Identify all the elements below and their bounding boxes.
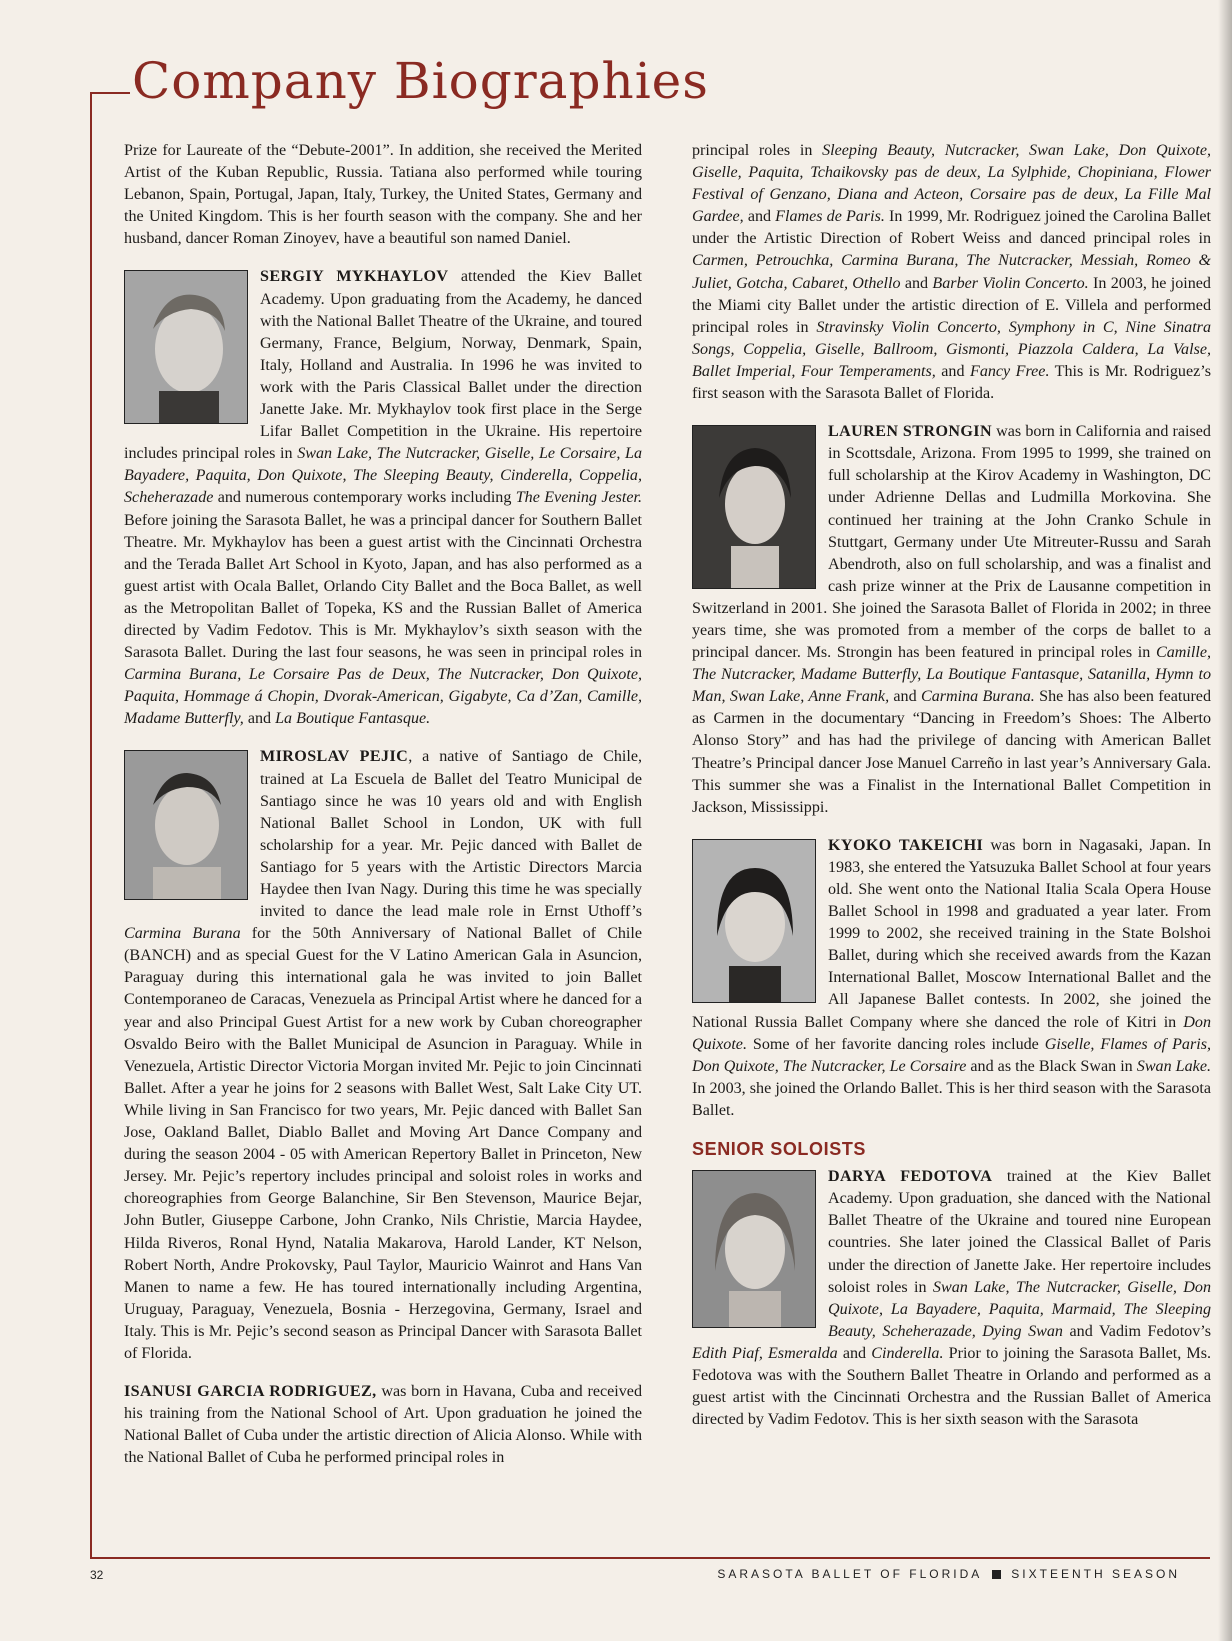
margin-rule	[90, 92, 92, 1557]
portrait-photo-pejic	[124, 750, 248, 900]
footer-company: SARASOTA BALLET OF FLORIDA	[717, 1567, 983, 1581]
section-heading-senior-soloists: SENIOR SOLOISTS	[692, 1139, 867, 1160]
bio-mykhaylov: SERGIY MYKHAYLOV attended the Kiev Ballet Academy. Upon graduating from the Academy, he danced with the National Ballet Theatre of the Ukraine, and toured Germany, France, Belgium, Norway, Denmark, Spain, Italy, Holland and Australia. In 1996 he was invited to work with the Paris Classical Ballet under the direction Janette Jake. Mr. Mykhaylov took first place in the Serge Lifar Ballet Competition in the Ukraine. His repertoire includes principal roles in Swan Lake, The Nutcracker, Giselle, Le Corsaire, La Bayadere, Paquita, Don Quixote, The Sleeping Beauty, Cinderella, Coppelia, Scheherazade and numerous contemporary works including The Evening Jester. Before joining the Sarasota Ballet, he was a principal dancer for Southern Ballet Theatre. Mr. Mykhaylov has been a guest artist with the Cincinnati Orchestra and the Terada Ballet Art School in Kyoto, Japan, and has also performed as a guest artist with Ocala Ballet, Orlando City Ballet and the Boca Ballet, as well as the Metropolitan Ballet of Topeka, KS and the Russian Ballet of America directed by Vadim Fedotov. This is Mr. Mykhaylov’s sixth season with the Sarasota Ballet. During the last four seasons, he was seen in principal roles in Carmina Burana, Le Corsaire Pas de Deux, The Nutcracker, Don Quixote, Paquita, Hommage á Chopin, Dvorak-American, Gigabyte, Ca d’Zan, Camille, Madame Butterfly, and La Boutique Fantasque.	[124, 268, 643, 728]
portrait-photo-strongin	[692, 425, 816, 589]
dancer-name: KYOKO TAKEICHI	[828, 836, 984, 854]
portrait-photo-takeichi	[692, 839, 816, 1003]
dancer-name: MIROSLAV PEJIC	[260, 748, 409, 766]
dancer-name: DARYA FEDOTOVA	[828, 1168, 993, 1186]
bio-rodriguez-start: ISANUSI GARCIA RODRIGUEZ, was born in Havana, Cuba and received his training from the National School of Art. Upon graduation he joined the National Ballet of Cuba under the artistic direction of Alicia Alonso. While with the National Ballet of Cuba he performed principal roles in	[124, 1383, 642, 1467]
portrait-photo-fedotova	[692, 1170, 816, 1328]
left-column	[124, 140, 642, 1469]
dancer-name: LAUREN STRONGIN	[828, 423, 992, 441]
bio-strongin: LAUREN STRONGIN was born in California and raised in Scottsdale, Arizona. From 1995 to 1999, she trained on full scholarship at the Kirov Academy in Washington, DC under Adrienne Dellas and Ludmilla Morkovina. She continued her training at the John Cranko Schule in Stuttgart, Germany under Ute Mitreuter-Russu and Sarah Abendroth, also on full scholarship, and was a finalist and cash prize winner at the Prix de Lausanne competition in Switzerland in 2001. She joined the Sarasota Ballet of Florida in 2002; in three years time, she was promoted from a member of the corps de ballet to a principal dancer. Ms. Strongin has been featured in principal roles in Camille, The Nutcracker, Madame Butterfly, La Boutique Fantasque, Satanilla, Hymn to Man, Swan Lake, Anne Frank, and Carmina Burana. She has also been featured as Carmen in the documentary “Dancing in Freedom’s Shoes: The Alberto Alonso Story” and has had the privilege of dancing with American Ballet Theatre’s Principal dancer Jose Manuel Carreño in last year’s Anniversary Gala. This summer she was a Finalist in the International Ballet Competition in Jackson, Mississippi.	[692, 423, 1212, 816]
page-edge-shadow	[1218, 0, 1232, 1641]
intro-paragraph: Prize for Laureate of the “Debute-2001”. In addition, she received the Merited Artist of the Kuban Republic, Russia. Tatiana also performed while touring Lebanon, Spain, Portugal, Japan, Italy, Turkey, the United States, Germany and the United Kingdom. This is her fourth season with the company. She and her husband, dancer Roman Zinoyev, have a beautiful son named Daniel.	[124, 142, 642, 248]
bio-pejic: MIROSLAV PEJIC, a native of Santiago de Chile, trained at La Escuela de Ballet del Teatro Municipal de Santiago since he was 10 years old and with English National Ballet School in London, UK with full scholarship for a year. Mr. Pejic danced with Ballet de Santiago for 5 years with the Artistic Directors Marcia Haydee then Ivan Nagy. During this time he was specially invited to dance the lead male role in Ernst Uthoff’s Carmina Burana for the 50th Anniversary of National Ballet of Chile (BANCH) and as special Guest for the V Latino American Gala in Asuncion, Paraguay during this international gala he was invited to join Ballet Contemporaneo de Caracas, Venezuela as Principal Artist where he danced for a year and also Principal Guest Artist for a new work by Cuban choreographer Osvaldo Beiro with the Ballet Municipal de Asuncion in Paraguay. While in Venezuela, Artistic Director Victoria Morgan invited Mr. Pejic to join Cincinnati Ballet. After a year he joins for 2 seasons with Ballet West, Salt Lake City UT. While living in San Francisco for two years, Mr. Pejic danced with Ballet San Jose, Oakland Ballet, Diablo Ballet and Moving Art Dance Company and during the season 2004 - 05 with American Repertory Ballet in Princeton, New Jersey. Mr. Pejic’s repertory includes principal and soloist roles in works and choreographies from George Balanchine, Sir Ben Stevenson, Maurice Bejar, John Butler, Giuseppe Carbone, John Cranko, Nils Christie, Marcia Haydee, Hilda Riveros, Ronal Hynd, Natalia Makarova, Harold Lander, KT Nelson, Robert North, Andre Prokovsky, Paul Taylor, Mauricio Wainrot and Hans Van Manen to name a few. He has toured internationally including Argentina, Uruguay, Paraguay, Venezuela, Bosnia - Herzegovina, Germany, Israel and Italy. This is Mr. Pejic’s second season as Principal Dancer with Sarasota Ballet of Florida.	[124, 748, 643, 1362]
square-bullet-icon	[992, 1570, 1001, 1579]
portrait-photo-mykhaylov	[124, 270, 248, 424]
page-number: 32	[90, 1568, 104, 1582]
page-title: Company Biographies	[132, 52, 709, 110]
title-rule	[90, 92, 130, 94]
footer-rule	[90, 1557, 1210, 1559]
footer-season: SIXTEENTH SEASON	[1011, 1567, 1180, 1581]
dancer-name: SERGIY MYKHAYLOV	[260, 268, 449, 286]
running-footer	[717, 1567, 1180, 1581]
dancer-name: ISANUSI GARCIA RODRIGUEZ,	[124, 1383, 377, 1401]
bio-takeichi: KYOKO TAKEICHI was born in Nagasaki, Japan. In 1983, she entered the Yatsuzuka Ballet School at four years old. She went onto the National Italia Scala Opera House Ballet School in 1998 and graduated a year later. From 1999 to 2002, she received training in the State Bolshoi Ballet, during which she received awards from the Kazan International Ballet, Moscow International Ballet and the All Japanese Ballet contests. In 2002, she joined the National Russia Ballet Company where she danced the role of Kitri in Don Quixote. Some of her favorite dancing roles include Giselle, Flames of Paris, Don Quixote, The Nutcracker, Le Corsaire and as the Black Swan in Swan Lake. In 2003, she joined the Orlando Ballet. This is her third season with the Sarasota Ballet.	[692, 836, 1211, 1119]
right-column	[692, 140, 1211, 1431]
bio-rodriguez-continued: principal roles in Sleeping Beauty, Nutcracker, Swan Lake, Don Quixote, Giselle, Paquita, Tchaikovsky pas de deux, La Sylphide, Chopiniana, Flower Festival of Genzano, Diana and Acteon, Corsaire pas de deux, La Fille Mal Gardee, and Flames de Paris. In 1999, Mr. Rodriguez joined the Carolina Ballet under the Artistic Direction of Robert Weiss and danced principal roles in Carmen, Petrouchka, Carmina Burana, The Nutcracker, Messiah, Romeo & Juliet, Gotcha, Cabaret, Othello and Barber Violin Concerto. In 2003, he joined the Miami city Ballet under the artistic direction of E. Villela and performed principal roles in Stravinsky Violin Concerto, Symphony in C, Nine Sinatra Songs, Coppelia, Giselle, Ballroom, Gismonti, Piazzola Caldera, La Valse, Ballet Imperial, Four Temperaments, and Fancy Free. This is Mr. Rodriguez’s first season with the Sarasota Ballet of Florida.	[692, 142, 1211, 403]
bio-fedotova: DARYA FEDOTOVA trained at the Kiev Ballet Academy. Upon graduation, she danced with the National Ballet Theatre of the Ukraine and toured nine European countries. She later joined the Classical Ballet of Paris under the direction of Janette Jake. Her repertoire includes soloist roles in Swan Lake, The Nutcracker, Giselle, Don Quixote, La Bayadere, Paquita, Marmaid, The Sleeping Beauty, Scheherazade, Dying Swan and Vadim Fedotov’s Edith Piaf, Esmeralda and Cinderella. Prior to joining the Sarasota Ballet, Ms. Fedotova was with the Southern Ballet Theatre in Orlando and performed as a guest artist with the Cincinnati Orchestra and the Russian Ballet of America directed by Vadim Fedotov. This is her sixth season with the Sarasota	[692, 1168, 1211, 1429]
